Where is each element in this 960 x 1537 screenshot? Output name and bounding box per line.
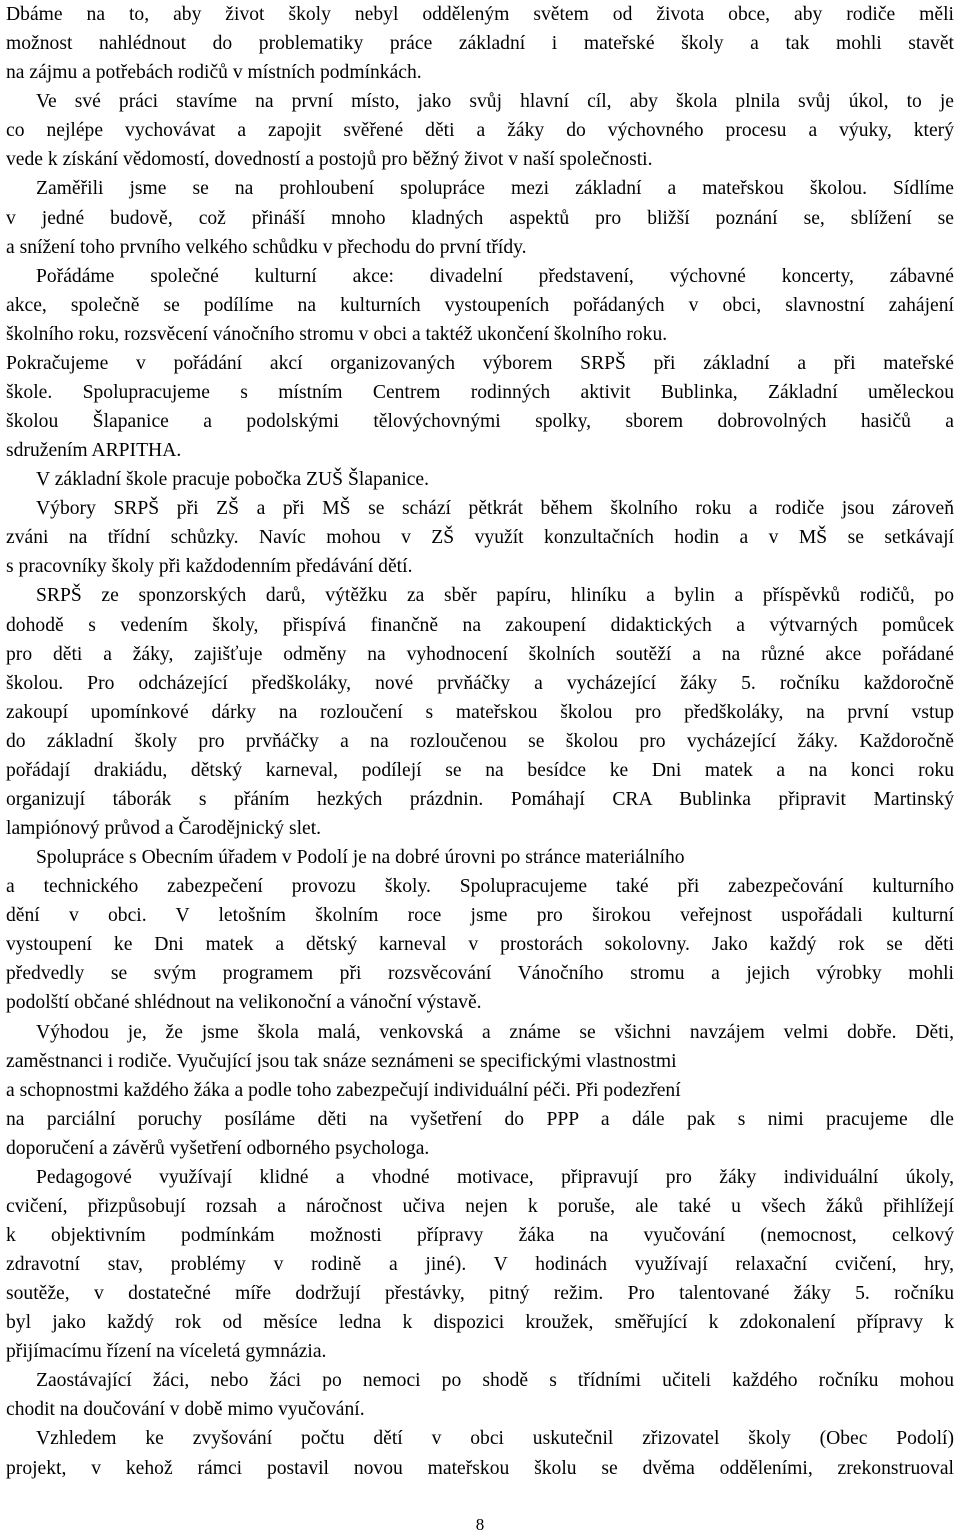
text-line: škole. Spolupracujeme s místním Centrem rodinných aktivit Bublinka, Základní uměleckou (6, 381, 954, 403)
text-line: pořádají drakiádu, dětský karneval, podílejí se na besídce ke Dni matek a na konci roku (6, 759, 954, 781)
text-line: Výbory SRPŠ při ZŠ a při MŠ se schází pětkrát během školního roku a rodiče jsou zároveň (36, 498, 954, 520)
text-line: v jedné budově, což přináší mnoho kladných aspektů pro bližší poznání se, sblížení se (6, 207, 954, 229)
text-line: Výhodou je, že jsme škola malá, venkovská a známe se všichni navzájem velmi dobře. Děti, (36, 1021, 954, 1043)
text-line: sdružením ARPITHA. (6, 440, 182, 462)
text-line: lampiónový průvod a Čarodějnický slet. (6, 818, 322, 839)
text-line: zaměstnanci i rodiče. Vyučující jsou tak snáze seznámeni se specifickými vlastnostmi (6, 1050, 677, 1072)
text-line: školou. Pro odcházející předškoláky, nové prvňáčky a vycházející žáky 5. ročníku každoročně (6, 672, 954, 694)
text-line: co nejlépe vychovávat a zapojit svěřené děti a žáky do výchovného procesu a výuky, který (6, 120, 954, 142)
text-line: pro děti a žáky, zajišťuje odměny na vyhodnocení školních soutěží a na různé akce pořádané (6, 643, 954, 665)
text-line: Zaměřili jsme se na prohloubení spolupráce mezi základní a mateřskou školou. Sídlíme (36, 178, 954, 200)
text-line: V základní škole pracuje pobočka ZUŠ Šlapanice. (36, 469, 430, 491)
text-line: vystoupení ke Dni matek a dětský karneval v prostorách sokolovny. Jako každý rok se děti (6, 934, 954, 956)
text-line: dění v obci. V letošním školním roce jsme pro širokou veřejnost uspořádali kulturní (6, 905, 954, 927)
text-line: možnost nahlédnout do problematiky práce základní i mateřské školy a tak mohli stavět (6, 33, 954, 55)
text-line: cvičení, přizpůsobují rozsah a náročnost učiva nejen k poruše, ale také u všech žáků přihlížejí (6, 1195, 954, 1217)
text-line: a technického zabezpečení provozu školy. Spolupracujeme také při zabezpečování kulturního (6, 876, 954, 898)
text-line: chodit na doučování v době mimo vyučování. (6, 1399, 365, 1421)
text-line: Pokračujeme v pořádání akcí organizovaných výborem SRPŠ při základní a při mateřské (6, 352, 954, 374)
text-line: Vzhledem ke zvyšování počtu dětí v obci uskutečnil zřizovatel školy (Obec Podolí) (36, 1428, 954, 1450)
text-line: Zaostávající žáci, nebo žáci po nemoci po shodě s třídními učiteli každého ročníku mohou (36, 1370, 954, 1392)
text-line: na zájmu a potřebách rodičů v místních podmínkách. (6, 62, 422, 84)
text-line: předvedly se svým programem při rozsvěcování Vánočního stromu a jejich výrobky mohli (6, 963, 954, 985)
text-line: zakoupí upomínkové dárky na rozloučení s mateřskou školou pro předškoláky, na první vstup (6, 701, 954, 723)
text-line: na parciální poruchy posíláme děti na vyšetření do PPP a dále pak s nimi pracujeme dle (6, 1108, 954, 1130)
text-line: organizují táborák s přáním hezkých prázdnin. Pomáhají CRA Bublinka připravit Martinský (6, 788, 954, 810)
text-line: k objektivním podmínkám možnosti přípravy žáka na vyučování (nemocnost, celkový (6, 1224, 954, 1246)
text-line: soutěže, v dostatečné míře dodržují přestávky, pitný režim. Pro talentované žáky 5. ročníku (6, 1283, 954, 1305)
page-number: 8 (475, 1515, 485, 1534)
text-line: doporučení a závěrů vyšetření odborného psychologa. (6, 1137, 430, 1159)
text-line: akce, společně se podílíme na kulturních vystoupeních pořádaných v obci, slavnostní zahájení (6, 294, 954, 316)
text-line: Pedagogové využívají klidné a vhodné motivace, připravují pro žáky individuální úkoly, (36, 1166, 954, 1188)
text-line: do základní školy pro prvňáčky a na rozloučenou se školou pro vycházející žáky. Každoročně (6, 730, 954, 752)
text-line: s pracovníky školy při každodenním předávání dětí. (6, 556, 413, 578)
text-line: Pořádáme společné kulturní akce: divadelní představení, výchovné koncerty, zábavné (36, 265, 954, 287)
text-line: a schopnostmi každého žáka a podle toho zabezpečují individuální péči. Při podezření (6, 1079, 681, 1101)
text-line: zdravotní stav, problémy v rodině a jiné). V hodinách využívají relaxační cvičení, hry, (6, 1254, 954, 1275)
text-line: školního roku, rozsvěcení vánočního stromu v obci a taktéž ukončení školního roku. (6, 323, 668, 345)
text-line: dohodě s vedením školy, přispívá finančně na zakoupení didaktických a výtvarných pomůcek (6, 614, 954, 636)
text-line: vede k získání vědomostí, dovedností a postojů pro běžný život v naší společnosti. (6, 149, 653, 171)
text-line: SRPŠ ze sponzorských darů, výtěžku za sběr papíru, hliníku a bylin a příspěvků rodičů, po (36, 585, 954, 607)
text-line: byl jako každý rok od měsíce ledna k dispozici kroužek, směřující k zdokonalení přípravy k (6, 1312, 954, 1334)
text-line: Dbáme na to, aby život školy nebyl odděleným světem od života obce, aby rodiče měli (6, 4, 954, 25)
text-line: a snížení toho prvního velkého schůdku v přechodu do první třídy. (6, 236, 527, 258)
text-line: zváni na třídní schůzky. Navíc mohou v ZŠ využít konzultačních hodin a v MŠ se setkávají (6, 527, 954, 549)
text-line: Ve své práci stavíme na první místo, jako svůj hlavní cíl, aby škola plnila svůj úkol, to je (36, 91, 954, 113)
text-line: přijímacímu řízení na víceletá gymnázia. (6, 1341, 327, 1363)
text-line: projekt, v kehož rámci postavil novou mateřskou školu se dvěma odděleními, zrekonstruoval (6, 1457, 954, 1479)
text-line: podolští občané shlédnout na velikonoční a vánoční výstavě. (6, 992, 482, 1014)
text-line: školou Šlapanice a podolskými tělovýchovnými spolky, sborem dobrovolných hasičů a (6, 411, 954, 432)
text-line: Spolupráce s Obecním úřadem v Podolí je na dobré úrovni po stránce materiálního (36, 847, 685, 868)
